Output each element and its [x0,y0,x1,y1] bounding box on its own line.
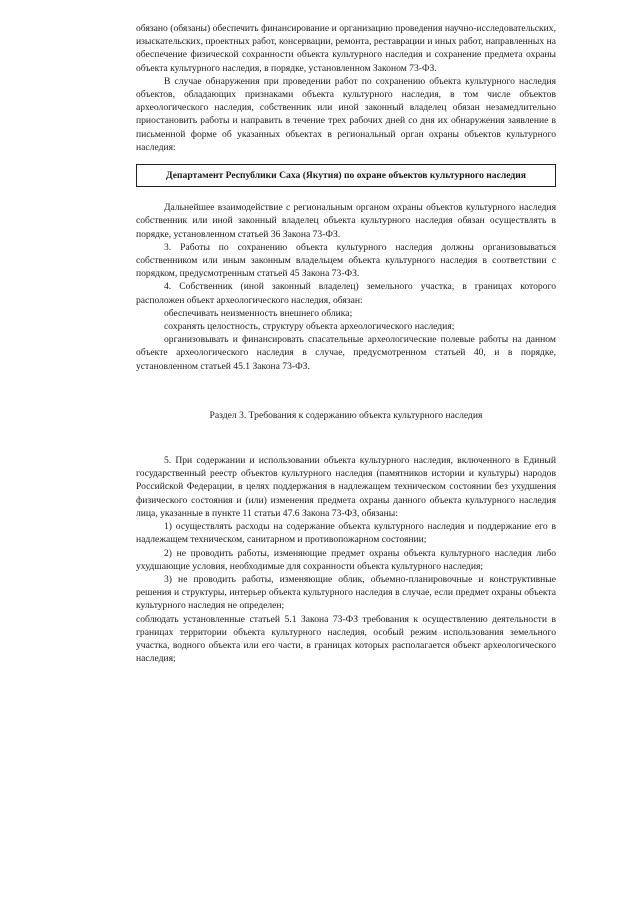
paragraph-territory-requirements: соблюдать установленные статьей 5.1 Закона 73-ФЗ требования к осуществлению деятельности в границах территории объекта культурного наследия, особый режим использования земельного участка, водного объекта или его части, в границах которых располагается объект археологического наследия; [136,613,556,665]
list-item-integrity: сохранять целостность, структуру объекта археологического наследия; [164,321,455,333]
paragraph-item-5: 5. При содержании и использовании объекта культурного наследия, включенного в Единый государственный реестр объектов культурного наследия (памятников истории и культуры) народов Российской Федерации, в целях поддержания в надлежащем техническом состоянии без ухудшения физического состояния и (или) изменения предмета охраны данного объекта культурного наследия лица, указанные в пункте 11 статьи 47.6 Закона 73-ФЗ, обязаны: [136,455,556,519]
paragraph-interaction: Дальнейшее взаимодействие с региональным органом охраны объектов культурного наследия собственник или иной законный владелец объекта культурного наследия обязан осуществлять в порядке, установленном статьей 36 Закона 73-ФЗ. [136,202,556,240]
paragraph-item-4: 4. Собственник (иной законный владелец) земельного участка, в границах которого расположен объект археологического наследия, обязан: [136,281,556,306]
paragraph-financing: обязано (обязаны) обеспечить финансирование и организацию проведения научно-исследовательских, изыскательских, проектных работ, консервации, ремонта, реставрации и иных работ, направленных на обеспечение физической сохранности объекта культурного наследия и сохранение предмета охраны объекта культурного наследия, в порядке, установленном Законом 73-ФЗ. [136,23,556,74]
list-item-3: 3) не проводить работы, изменяющие облик, объемно-планировочные и конструктивные решения и структуры, интерьер объекта культурного наследия в случае, если предмет охраны объекта культурного наследия не определен; [136,573,556,612]
paragraph-discovery: В случае обнаружения при проведении работ по сохранению объекта культурного наследия объектов, обладающих признаками объекта культурного наследия, в том числе объектов археологического наследия, собственник или иной законный владелец обязан незамедлительно приостановить работы и направить в течение трех рабочих дней со дня их обнаружения заявление в письменной форме об указанных объектах в региональный орган охраны объектов культурного наследия: [136,75,556,153]
authority-box: Департамент Республики Саха (Якутия) по охране объектов культурного наследия [136,164,556,187]
document-page [136,22,556,665]
list-item-rescue-works: организовывать и финансировать спасательные археологические полевые работы на данном объекте археологического наследия в случае, предусмотренном статьей 40, и в порядке, установленном статьей 45.1 Закона 73-ФЗ. [136,334,556,372]
list-item-appearance: обеспечивать неизменность внешнего облика; [164,307,353,319]
list-item-2: 2) не проводить работы, изменяющие предмет охраны объекта культурного наследия либо ухудшающие условия, необходимые для сохранности объекта культурного наследия; [136,547,556,572]
list-item-1: 1) осуществлять расходы на содержание объекта культурного наследия и поддержание его в надлежащем техническом, санитарном и противопожарном состоянии; [136,521,556,546]
paragraph-item-3: 3. Работы по сохранению объекта культурного наследия должны организовываться собственником или иным законным владельцем объекта культурного наследия в соответствии с порядком, предусмотренным статьей 45 Закона 73-ФЗ. [136,241,556,280]
section-title: Раздел 3. Требования к содержанию объекта культурного наследия [209,409,483,421]
